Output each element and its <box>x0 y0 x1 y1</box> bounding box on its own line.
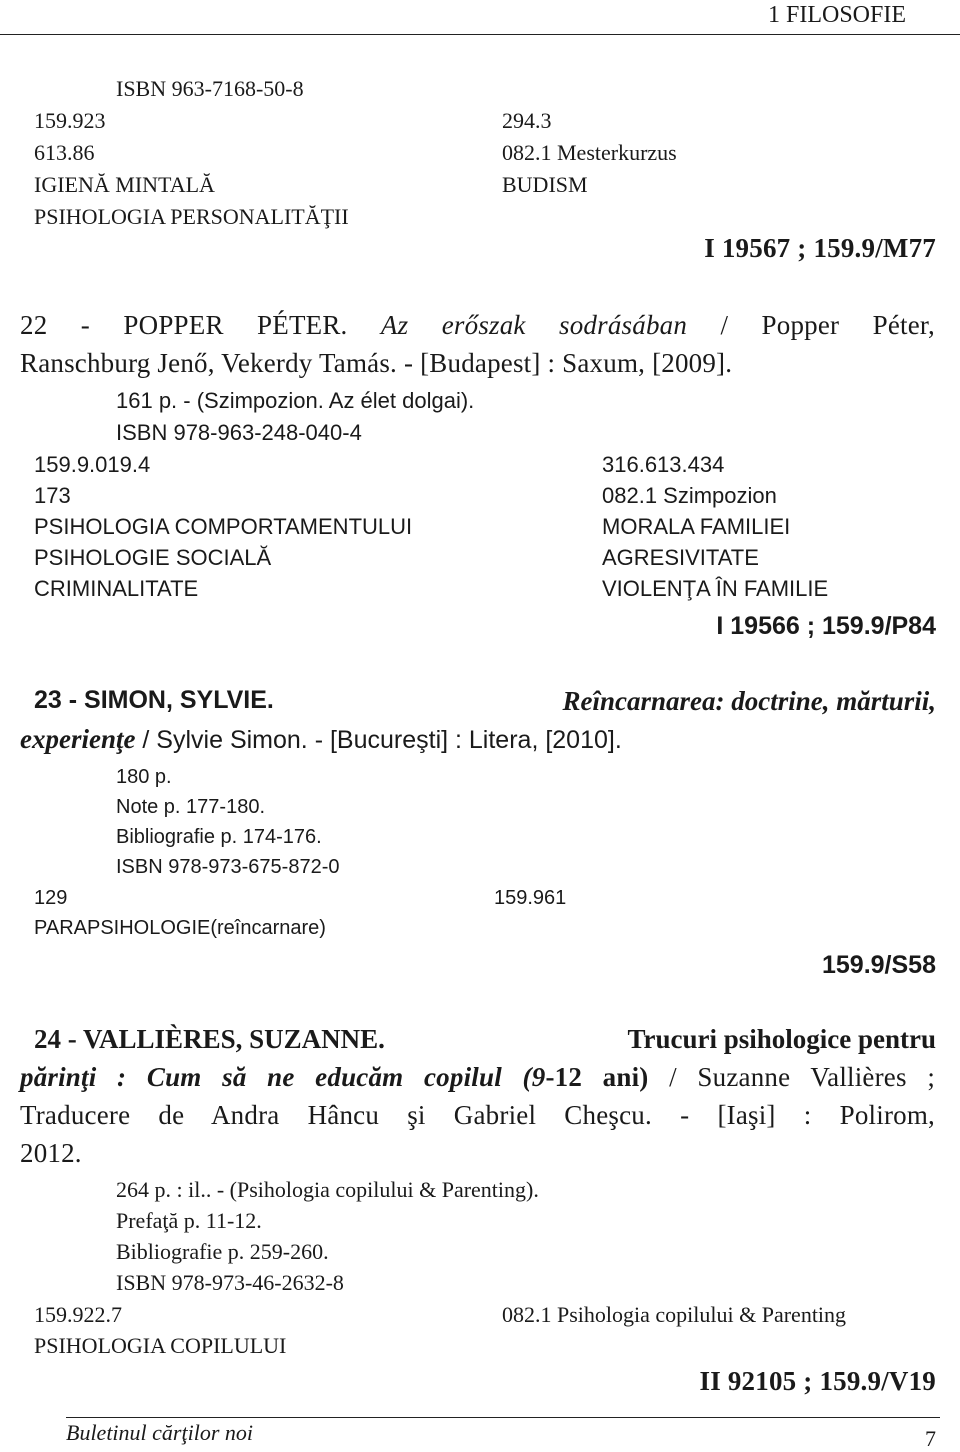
entry-24-title-age-end: -12 ani) <box>545 1062 649 1092</box>
entry-23-author: SIMON, SYLVIE. <box>84 686 274 714</box>
prev-left-code-1: 159.923 <box>34 108 106 133</box>
entry-24-line3: Traducere de Andra Hâncu şi Gabriel Cheşcu. - [Iaşi] : Polirom, <box>20 1100 935 1130</box>
entry-24-note-2: Prefaţă p. 11-12. <box>116 1208 262 1233</box>
entry-22-right-code-3: MORALA FAMILIEI <box>602 514 791 539</box>
entry-22-number: 22 - <box>20 310 124 340</box>
entry-23-responsibility: / Sylvie Simon. - [Bucureşti] : Litera, [2010]. <box>135 726 622 754</box>
entry-22-left-code-4: PSIHOLOGIE SOCIALĂ <box>34 545 272 570</box>
page-number: 7 <box>925 1426 936 1451</box>
entry-24-shelfmark: II 92105 ; 159.9/V19 <box>699 1366 936 1396</box>
entry-22-left-code-2: 173 <box>34 483 71 508</box>
footer-title: Buletinul cărţilor noi <box>66 1420 253 1445</box>
entry-23-heading <box>34 686 936 717</box>
prev-left-code-3: IGIENĂ MINTALĂ <box>34 172 215 197</box>
entry-23-note-1: 180 p. <box>116 766 172 788</box>
entry-24-line4: 2012. <box>20 1138 82 1168</box>
entry-24-note-3: Bibliografie p. 259-260. <box>116 1239 329 1264</box>
entry-24-line2 <box>20 1062 935 1093</box>
entry-24-left-code-2: PSIHOLOGIA COPILULUI <box>34 1333 287 1358</box>
entry-22-right-code-2: 082.1 Szimpozion <box>602 483 777 508</box>
entry-24-author-group <box>34 1024 385 1055</box>
entry-23-shelfmark: 159.9/S58 <box>822 951 936 979</box>
prev-left-code-2: 613.86 <box>34 140 95 165</box>
entry-22-note-1: 161 p. - (Szimpozion. Az élet dolgai). <box>116 388 475 413</box>
entry-23-number: 23 - <box>34 686 85 714</box>
entry-22-left-code-1: 159.9.019.4 <box>34 452 151 477</box>
entry-24-heading <box>34 1024 936 1055</box>
header-rule <box>0 34 960 35</box>
entry-24-author: VALLIÈRES, SUZANNE. <box>83 1024 385 1054</box>
entry-24-note-4: ISBN 978-973-46-2632-8 <box>116 1270 344 1295</box>
entry-23-line2 <box>20 724 622 755</box>
entry-23-right-code-1: 159.961 <box>494 887 567 909</box>
entry-22-right-code-1: 316.613.434 <box>602 452 725 477</box>
entry-22-note-2: ISBN 978-963-248-040-4 <box>116 420 362 445</box>
entry-22-responsibility: / Popper Péter, <box>687 310 935 340</box>
entry-22-author: POPPER PÉTER. <box>123 310 348 340</box>
entry-24-title-age: (9 <box>501 1062 546 1092</box>
entry-24-note-1: 264 p. : il.. - (Psihologia copilului & Parenting). <box>116 1177 539 1202</box>
prev-left-code-4: PSIHOLOGIA PERSONALITĂŢII <box>34 204 349 229</box>
entry-24-title: Trucuri psihologice pentru <box>627 1024 936 1054</box>
entry-24-number: 24 - <box>34 1024 84 1054</box>
entry-23-left-code-1: 129 <box>34 887 68 909</box>
entry-23-note-4: ISBN 978-973-675-872-0 <box>116 856 340 878</box>
section-header: 1 FILOSOFIE <box>768 2 907 28</box>
entry-22-title: Az erőszak sodrásában <box>380 310 688 340</box>
prev-right-code-1: 294.3 <box>502 108 552 133</box>
entry-23-author-group <box>34 686 274 717</box>
entry-23-title-cont: experienţe <box>20 724 136 754</box>
prev-isbn: ISBN 963-7168-50-8 <box>116 76 304 101</box>
prev-shelfmark: I 19567 ; 159.9/M77 <box>704 233 936 263</box>
entry-22-left-code-5: CRIMINALITATE <box>34 576 199 601</box>
entry-23-title: Reîncarnarea: doctrine, mărturii, <box>562 686 936 716</box>
entry-22-right-code-5: VIOLENŢA ÎN FAMILIE <box>602 576 829 601</box>
prev-right-code-2: 082.1 Mesterkurzus <box>502 140 677 165</box>
prev-right-code-3: BUDISM <box>502 172 588 197</box>
entry-22-left-code-3: PSIHOLOGIA COMPORTAMENTULUI <box>34 514 413 539</box>
entry-24-title-cont: părinţi : Cum să ne educăm copilul <box>20 1062 502 1092</box>
entry-22-shelfmark: I 19566 ; 159.9/P84 <box>716 612 936 640</box>
entry-22-line2: Ranschburg Jenő, Vekerdy Tamás. - [Budapest] : Saxum, [2009]. <box>20 348 733 378</box>
entry-24-left-code-1: 159.922.7 <box>34 1302 122 1327</box>
entry-24-right-code-1: 082.1 Psihologia copilului & Parenting <box>502 1302 847 1327</box>
entry-22-heading <box>20 310 935 341</box>
entry-23-note-2: Note p. 177-180. <box>116 796 265 818</box>
entry-23-note-3: Bibliografie p. 174-176. <box>116 826 322 848</box>
entry-24-responsibility: / Suzanne Vallières ; <box>648 1062 936 1092</box>
entry-22-right-code-4: AGRESIVITATE <box>602 545 759 570</box>
footer-rule <box>66 1417 940 1418</box>
entry-23-left-code-2: PARAPSIHOLOGIE(reîncarnare) <box>34 917 326 939</box>
